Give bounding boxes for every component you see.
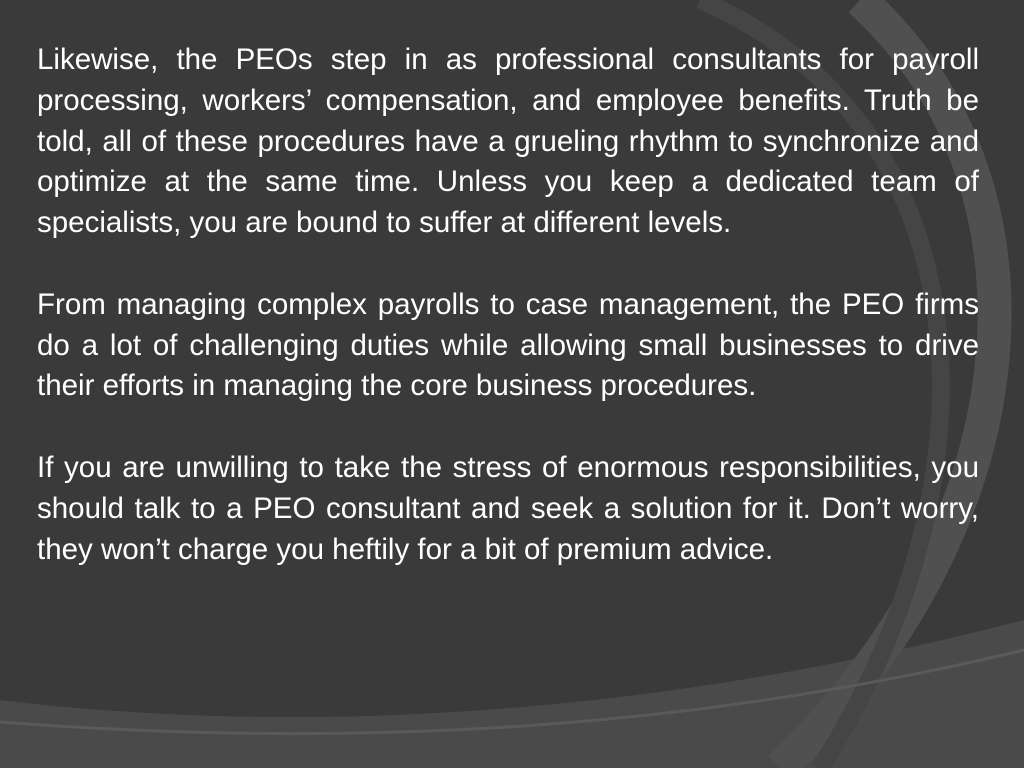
body-text <box>37 40 979 570</box>
paragraph-2: From managing complex payrolls to case management, the PEO firms do a lot of challenging duties while allowing small businesses to drive their efforts in managing the core business procedures. <box>37 287 979 403</box>
paragraph-1: Likewise, the PEOs step in as professional consultants for payroll processing, workers’ compensation, and employee benefits. Truth be told, all of these procedures have a grueling rhythm to synchronize and optimize at the same time. Unless you keep a dedicated team of specialists, you are bound to suffer at different levels. <box>37 43 979 240</box>
paragraph-3: If you are unwilling to take the stress of enormous responsibilities, you should talk to a PEO consultant and seek a solution for it. Don’t worry, they won’t charge you heftily for a bit of premium advice. <box>37 450 979 566</box>
